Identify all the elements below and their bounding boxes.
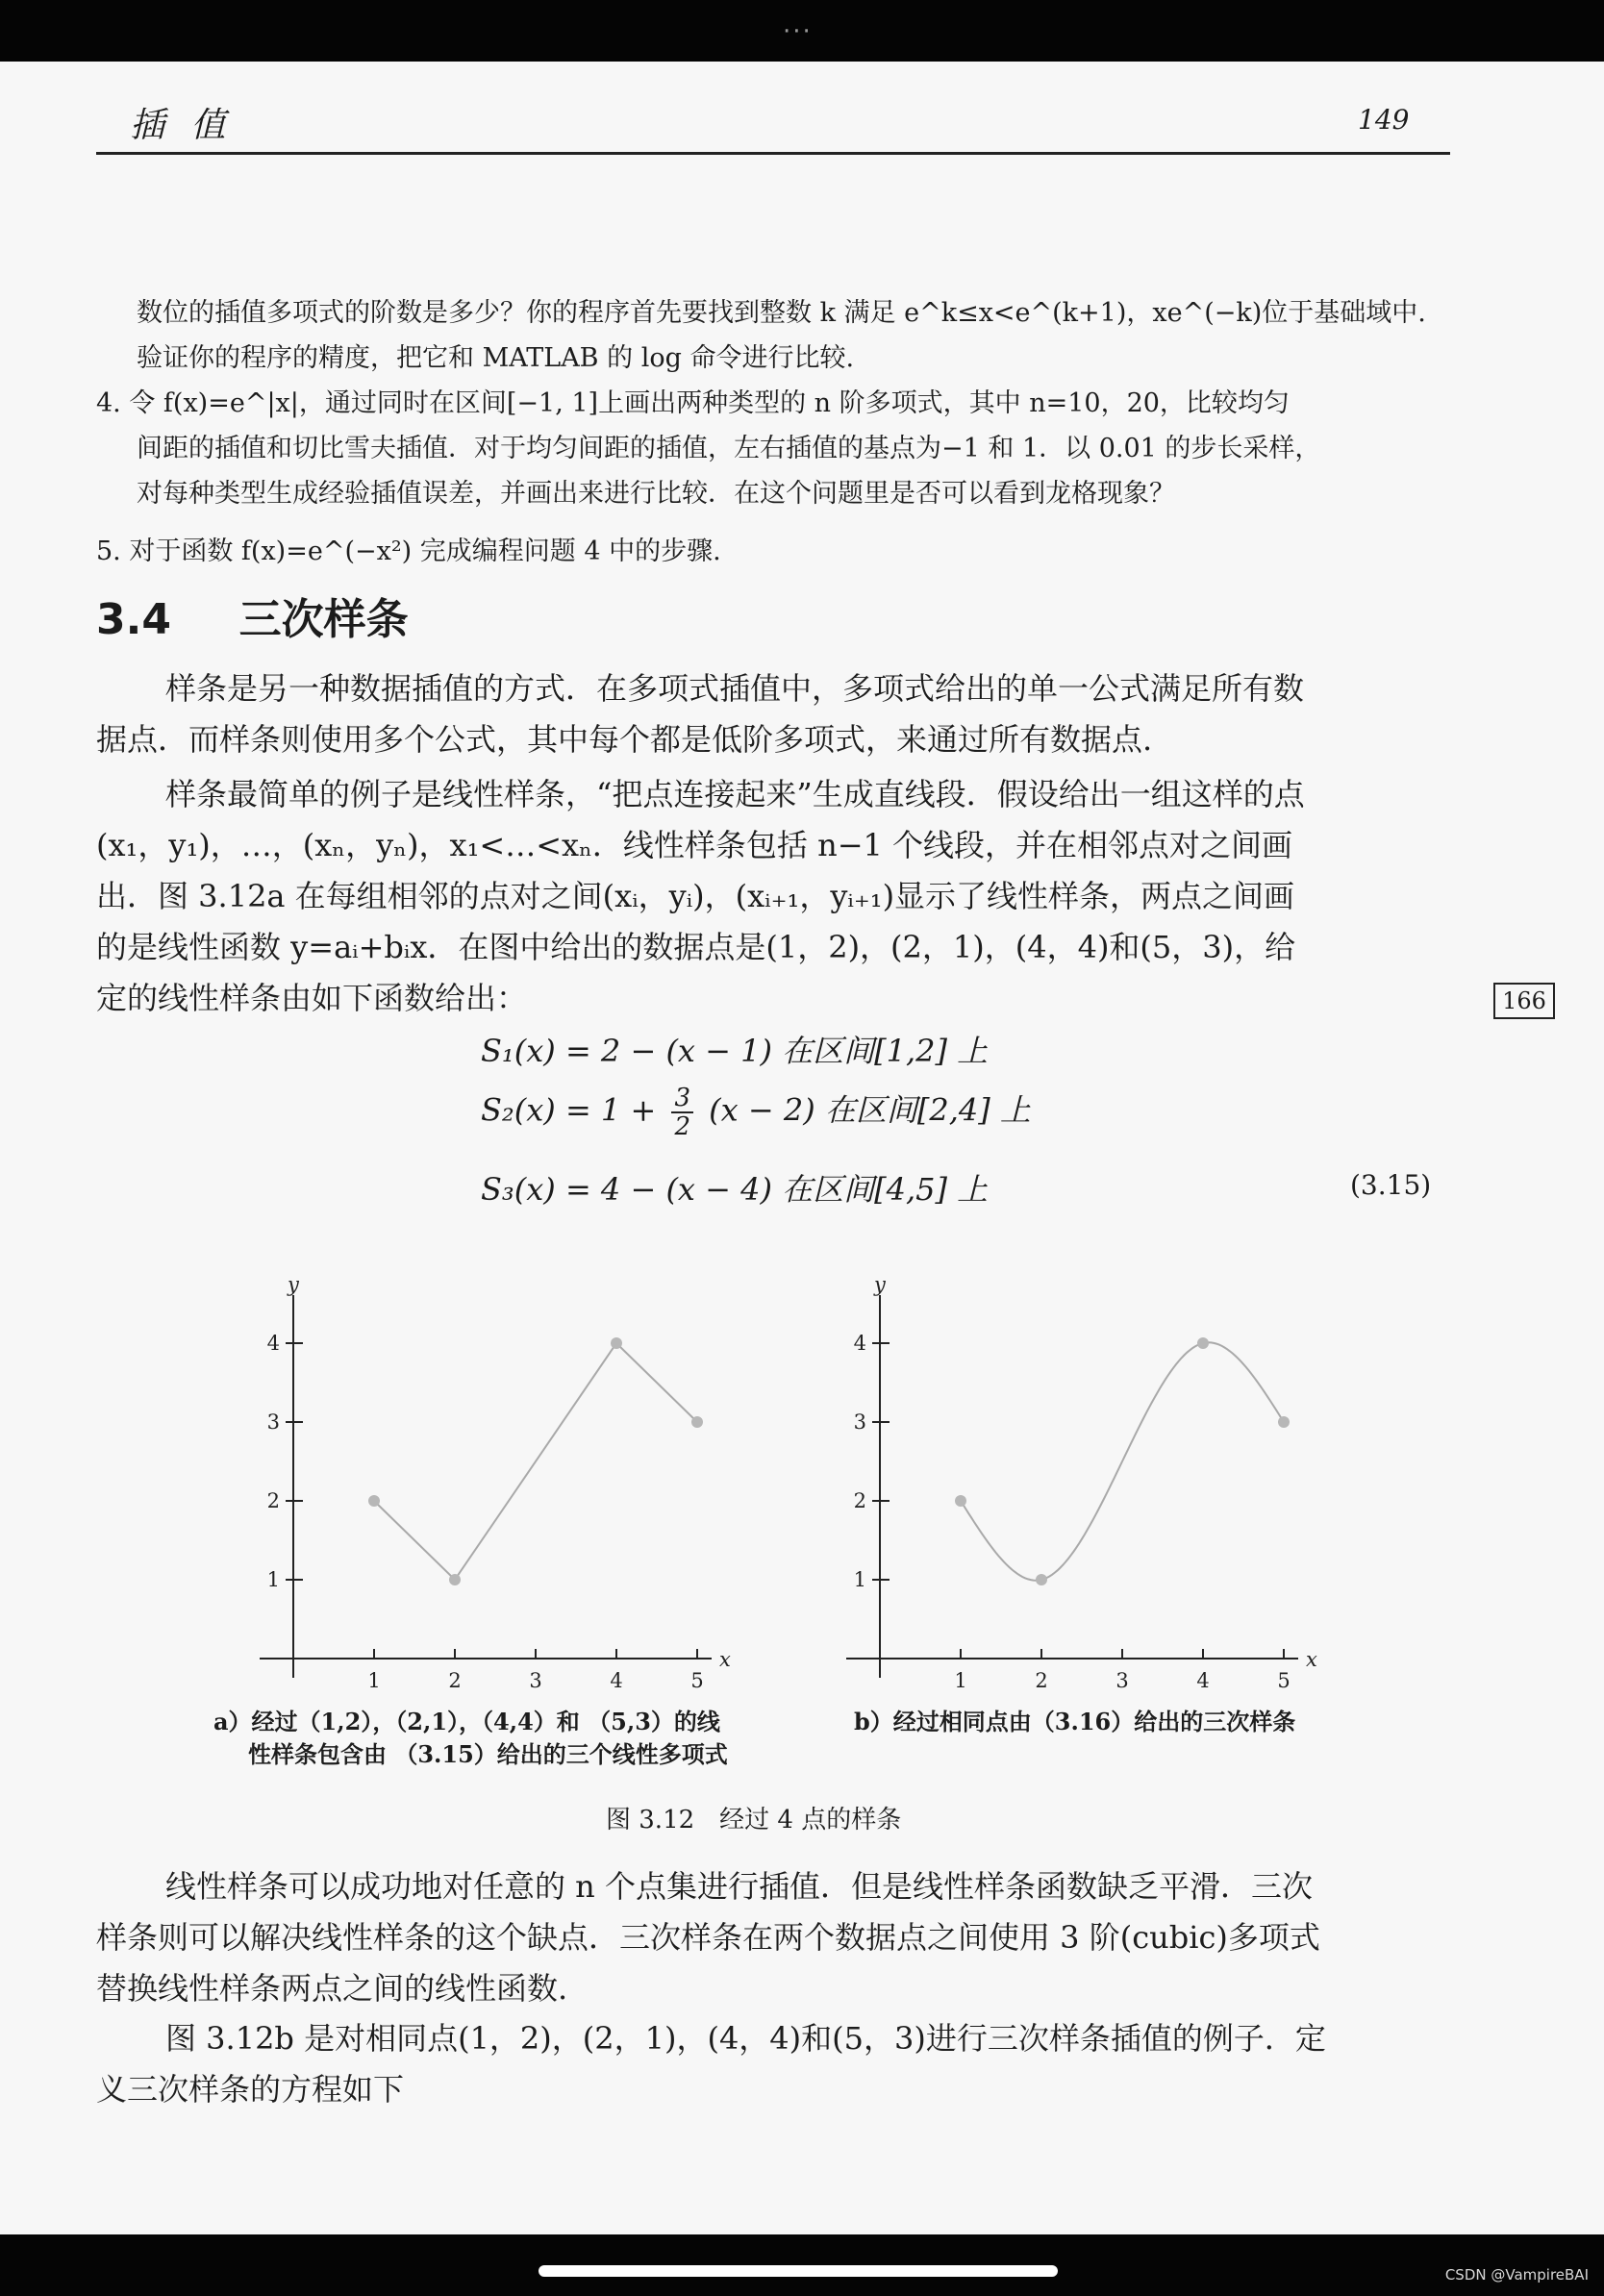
text-line: 替换线性样条两点之间的线性函数.	[96, 1970, 568, 2007]
section-number: 3.4	[96, 595, 171, 644]
text-line: 样条最简单的例子是线性样条，“把点连接起来”生成直线段．假设给出一组这样的点	[165, 776, 1305, 812]
x-axis-label: x	[1306, 1648, 1317, 1671]
x-tick-label: 1	[954, 1669, 967, 1692]
x-tick-label: 2	[1035, 1669, 1048, 1692]
equation-s2	[481, 1085, 1031, 1140]
text-line: 样条则可以解决线性样条的这个缺点．三次样条在两个数据点之间使用 3 阶(cubic)多项式	[96, 1919, 1320, 1956]
text-line: 图 3.12b 是对相同点(1，2)，(2，1)，(4，4)和(5，3)进行三次样条插值的例子．定	[165, 2020, 1326, 2057]
text-line: 定的线性样条由如下函数给出：	[96, 980, 528, 1016]
cubic-intro-paragraph	[96, 1861, 1320, 2014]
spline-curve	[961, 1342, 1284, 1580]
text-line: 样条是另一种数据插值的方式．在多项式插值中，多项式给出的单一公式满足所有数	[165, 670, 1305, 707]
text-line: 出．图 3.12a 在每组相邻的点对之间(xᵢ，yᵢ)，(xᵢ₊₁，yᵢ₊₁)显示了线性样条，两点之间画	[96, 878, 1295, 914]
home-indicator[interactable]	[539, 2265, 1058, 2277]
y-tick-label: 1	[853, 1568, 866, 1591]
y-tick-label: 4	[266, 1332, 280, 1355]
linear-spline-paragraph	[96, 769, 1305, 1024]
data-point	[1036, 1574, 1047, 1585]
data-point	[1197, 1337, 1209, 1349]
x-tick-label: 2	[448, 1669, 462, 1692]
more-options-icon[interactable]: ···	[783, 17, 813, 46]
linear-spline-plot	[260, 1274, 760, 1697]
equation-number: (3.15)	[1350, 1169, 1432, 1201]
fraction-three-halves	[671, 1085, 693, 1140]
section-heading	[96, 585, 409, 646]
header-rule	[96, 152, 1450, 155]
text-line: 据点．而样条则使用多个公式，其中每个都是低阶多项式，来通过所有数据点.	[96, 721, 1153, 758]
margin-page-reference: 166	[1493, 983, 1555, 1019]
text-line: 验证你的程序的精度，把它和 MATLAB 的 log 命令进行比较.	[137, 343, 855, 373]
text-line: 义三次样条的方程如下	[96, 2071, 405, 2108]
caption-b: b）经过相同点由（3.16）给出的三次样条	[854, 1708, 1296, 1735]
watermark: CSDN @VampireBAI	[1444, 2266, 1589, 2284]
x-tick-label: 1	[367, 1669, 381, 1692]
x-tick-label: 3	[1115, 1669, 1129, 1692]
text-line: 的是线性函数 y=aᵢ+bᵢx．在图中给出的数据点是(1，2)，(2，1)，(4，4)和(5，3)，给	[96, 929, 1296, 965]
data-point	[368, 1495, 380, 1507]
page-number: 149	[1358, 104, 1410, 136]
x-tick-label: 4	[610, 1669, 623, 1692]
running-title: 插 值	[130, 106, 234, 145]
exercise-4	[96, 381, 1320, 516]
y-tick-label: 3	[853, 1410, 866, 1434]
x-axis-label: x	[719, 1648, 731, 1671]
spline-intro-paragraph	[96, 663, 1304, 765]
caption-a	[213, 1706, 728, 1771]
x-tick-label: 5	[690, 1669, 704, 1692]
x-tick-label: 5	[1277, 1669, 1291, 1692]
equation-s2-rhs: (x − 2) 在区间[2,4] 上	[709, 1091, 1031, 1129]
top-bar	[0, 0, 1604, 62]
y-tick-label: 2	[853, 1489, 866, 1512]
text-line: (x₁，y₁)，…，(xₙ，yₙ)，x₁<…<xₙ．线性样条包括 n−1 个线段，并在相邻点对之间画	[96, 827, 1293, 863]
x-tick-label: 3	[529, 1669, 542, 1692]
equation-s2-lhs: S₂(x) = 1 +	[481, 1091, 657, 1129]
y-tick-label: 2	[266, 1489, 280, 1512]
data-point	[449, 1574, 461, 1585]
section-title: 三次样条	[238, 595, 409, 644]
figure-title: 图 3.12 经过 4 点的样条	[606, 1806, 902, 1834]
cubic-spline-plot	[846, 1274, 1346, 1697]
data-point	[1278, 1416, 1290, 1428]
spline-curve	[374, 1343, 697, 1580]
fraction-denominator: 2	[674, 1112, 690, 1141]
text-line: 对每种类型生成经验插值误差，并画出来进行比较．在这个问题里是否可以看到龙格现象？	[137, 479, 1175, 509]
data-point	[611, 1337, 622, 1349]
y-tick-label: 4	[853, 1332, 866, 1355]
exercise-paragraph	[137, 290, 1426, 381]
x-tick-label: 4	[1196, 1669, 1210, 1692]
data-point	[955, 1495, 966, 1507]
y-tick-label: 3	[266, 1410, 280, 1434]
equation-s1: S₁(x) = 2 − (x − 1) 在区间[1,2] 上	[481, 1033, 989, 1069]
text-line: 5. 对于函数 f(x)=e^(−x²) 完成编程问题 4 中的步骤.	[96, 537, 721, 566]
caption-a-line2: 性样条包含由 （3.15）给出的三个线性多项式	[248, 1740, 728, 1768]
text-line: 数位的插值多项式的阶数是多少？你的程序首先要找到整数 k 满足 e^k≤x<e^(k+1)，xe^(−k)位于基础域中.	[137, 298, 1426, 328]
text-line: 间距的插值和切比雪夫插值．对于均匀间距的插值，左右插值的基点为−1 和 1．以 0.01 的步长采样，	[137, 434, 1321, 463]
exercise-5	[96, 529, 721, 574]
text-line: 线性样条可以成功地对任意的 n 个点集进行插值．但是线性样条函数缺乏平滑．三次	[165, 1868, 1313, 1905]
caption-a-line1: a）经过（1,2），（2,1），（4,4）和 （5,3）的线	[213, 1708, 720, 1735]
y-axis-label: y	[288, 1274, 299, 1296]
data-point	[691, 1416, 703, 1428]
fraction-numerator: 3	[671, 1085, 693, 1113]
text-line: 4. 令 f(x)=e^|x|，通过同时在区间[−1, 1]上画出两种类型的 n 阶多项式，其中 n=10，20，比较均匀	[96, 388, 1290, 418]
equation-s3: S₃(x) = 4 − (x − 4) 在区间[4,5] 上	[481, 1171, 989, 1208]
cubic-example-paragraph	[96, 2013, 1326, 2115]
y-tick-label: 1	[266, 1568, 280, 1591]
y-axis-label: y	[874, 1274, 886, 1296]
